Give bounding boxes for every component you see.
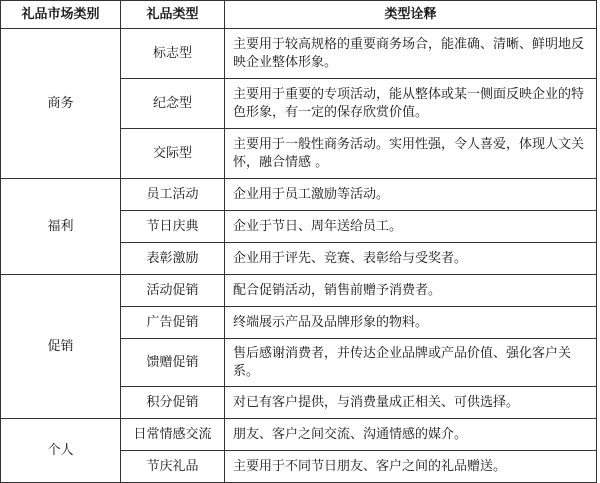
description-cell: 主要用于重要的专项活动，能从整体或某一侧面反映企业的特色形象，有一定的保存欣赏价值。 (225, 79, 597, 129)
description-cell: 主要用于一般性商务活动。实用性强，令人喜爱，体现人文关怀，融合情感 。 (225, 129, 597, 179)
category-cell: 促销 (1, 275, 121, 419)
type-cell: 活动促销 (121, 275, 225, 307)
header-category: 礼品市场类别 (1, 1, 121, 29)
header-row (1, 1, 597, 29)
description-cell: 对已有客户提供，与消费量成正相关、可供选择。 (225, 387, 597, 419)
description-cell: 企业用于员工激励等活动。 (225, 179, 597, 211)
type-cell: 馈赠促销 (121, 339, 225, 387)
description-cell: 企业用于评先、竞赛、表彰给与受奖者。 (225, 243, 597, 275)
category-cell: 个人 (1, 419, 121, 483)
description-cell: 售后感谢消费者，并传达企业品牌或产品价值、强化客户关系。 (225, 339, 597, 387)
table-row (1, 275, 597, 307)
type-cell: 节庆礼品 (121, 451, 225, 483)
type-cell: 积分促销 (121, 387, 225, 419)
type-cell: 员工活动 (121, 179, 225, 211)
type-cell: 日常情感交流 (121, 419, 225, 451)
type-cell: 广告促销 (121, 307, 225, 339)
description-cell: 配合促销活动，销售前赠予消费者。 (225, 275, 597, 307)
table-row (1, 29, 597, 79)
header-description: 类型诠释 (225, 1, 597, 29)
table-row (1, 419, 597, 451)
table-row (1, 179, 597, 211)
description-cell: 主要用于不同节日朋友、客户之间的礼品赠送。 (225, 451, 597, 483)
description-cell: 企业于节日、周年送给员工。 (225, 211, 597, 243)
description-cell: 终端展示产品及品牌形象的物料。 (225, 307, 597, 339)
description-cell: 主要用于较高规格的重要商务场合，能准确、清晰、鲜明地反映企业整体形象。 (225, 29, 597, 79)
type-cell: 纪念型 (121, 79, 225, 129)
type-cell: 表彰激励 (121, 243, 225, 275)
type-cell: 节日庆典 (121, 211, 225, 243)
category-cell: 商务 (1, 29, 121, 179)
type-cell: 标志型 (121, 29, 225, 79)
header-type: 礼品类型 (121, 1, 225, 29)
type-cell: 交际型 (121, 129, 225, 179)
description-cell: 朋友、客户之间交流、沟通情感的媒介。 (225, 419, 597, 451)
category-cell: 福利 (1, 179, 121, 275)
